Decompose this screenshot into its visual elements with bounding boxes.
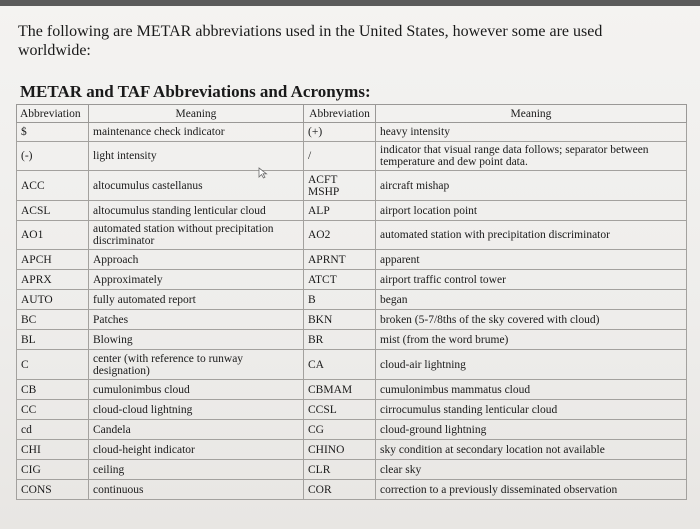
abbreviation-cell: ALP: [304, 201, 376, 221]
abbreviation-cell: COR: [304, 480, 376, 500]
table-row: [17, 420, 687, 440]
abbreviation-cell: BKN: [304, 310, 376, 330]
abbreviation-cell: AO1: [17, 221, 89, 250]
header-meaning-1: Meaning: [89, 105, 304, 123]
meaning-cell: cumulonimbus mammatus cloud: [376, 380, 687, 400]
abbreviation-cell: BL: [17, 330, 89, 350]
table-row: [17, 440, 687, 460]
table-row: [17, 142, 687, 171]
meaning-cell: cloud-height indicator: [89, 440, 304, 460]
intro-text: The following are METAR abbreviations used in the United States, however some are used worldwide:: [18, 23, 603, 59]
abbreviation-cell: AO2: [304, 221, 376, 250]
abbreviation-cell: (-): [17, 142, 89, 171]
abbreviation-cell: CHINO: [304, 440, 376, 460]
meaning-cell: apparent: [376, 250, 687, 270]
meaning-cell: Approximately: [89, 270, 304, 290]
abbreviation-cell: ACFT MSHP: [304, 171, 376, 201]
abbreviation-cell: CG: [304, 420, 376, 440]
meaning-cell: began: [376, 290, 687, 310]
abbreviation-cell: BR: [304, 330, 376, 350]
abbreviation-cell: CONS: [17, 480, 89, 500]
abbreviation-cell: CCSL: [304, 400, 376, 420]
meaning-cell: cloud-air lightning: [376, 350, 687, 380]
table-row: [17, 123, 687, 142]
abbreviations-table: [16, 104, 687, 500]
abbreviation-cell: APRX: [17, 270, 89, 290]
meaning-cell: maintenance check indicator: [89, 123, 304, 142]
table-row: [17, 290, 687, 310]
abbreviation-cell: CA: [304, 350, 376, 380]
table-row: [17, 480, 687, 500]
abbreviation-cell: cd: [17, 420, 89, 440]
meaning-cell: Blowing: [89, 330, 304, 350]
meaning-cell: airport traffic control tower: [376, 270, 687, 290]
table-row: [17, 350, 687, 380]
meaning-cell: mist (from the word brume): [376, 330, 687, 350]
meaning-cell: center (with reference to runway designation): [89, 350, 304, 380]
abbreviation-cell: /: [304, 142, 376, 171]
table-row: [17, 171, 687, 201]
meaning-cell: Approach: [89, 250, 304, 270]
abbreviation-cell: $: [17, 123, 89, 142]
table-row: [17, 400, 687, 420]
abbreviation-cell: APCH: [17, 250, 89, 270]
table-row: [17, 221, 687, 250]
meaning-cell: altocumulus castellanus: [89, 171, 304, 201]
abbreviation-cell: (+): [304, 123, 376, 142]
abbreviation-cell: CB: [17, 380, 89, 400]
header-abbreviation-2: Abbreviation: [304, 105, 376, 123]
meaning-cell: aircraft mishap: [376, 171, 687, 201]
meaning-cell: automated station without precipitation discriminator: [89, 221, 304, 250]
meaning-cell: ceiling: [89, 460, 304, 480]
header-abbreviation-1: Abbreviation: [17, 105, 89, 123]
meaning-cell: sky condition at secondary location not available: [376, 440, 687, 460]
table-heading: METAR and TAF Abbreviations and Acronyms:: [20, 82, 371, 101]
abbreviation-cell: B: [304, 290, 376, 310]
table-row: [17, 201, 687, 221]
header-meaning-2: Meaning: [376, 105, 687, 123]
meaning-cell: continuous: [89, 480, 304, 500]
meaning-cell: cloud-cloud lightning: [89, 400, 304, 420]
meaning-cell: clear sky: [376, 460, 687, 480]
meaning-cell: Candela: [89, 420, 304, 440]
abbreviation-cell: C: [17, 350, 89, 380]
meaning-cell: cirrocumulus standing lenticular cloud: [376, 400, 687, 420]
table-row: [17, 270, 687, 290]
table-row: [17, 330, 687, 350]
table-row: [17, 380, 687, 400]
table-row: [17, 310, 687, 330]
meaning-cell: heavy intensity: [376, 123, 687, 142]
abbreviation-cell: ATCT: [304, 270, 376, 290]
abbreviation-cell: CIG: [17, 460, 89, 480]
abbreviation-cell: CHI: [17, 440, 89, 460]
meaning-cell: light intensity: [89, 142, 304, 171]
abbreviation-cell: BC: [17, 310, 89, 330]
abbreviation-cell: APRNT: [304, 250, 376, 270]
meaning-cell: indicator that visual range data follows; separator between temperature and dew point data.: [376, 142, 687, 171]
table-row: [17, 250, 687, 270]
meaning-cell: correction to a previously disseminated observation: [376, 480, 687, 500]
meaning-cell: cumulonimbus cloud: [89, 380, 304, 400]
meaning-cell: fully automated report: [89, 290, 304, 310]
abbreviation-cell: CBMAM: [304, 380, 376, 400]
meaning-cell: automated station with precipitation discriminator: [376, 221, 687, 250]
abbreviation-cell: ACSL: [17, 201, 89, 221]
abbreviation-cell: CLR: [304, 460, 376, 480]
meaning-cell: airport location point: [376, 201, 687, 221]
top-edge-bar: [0, 0, 700, 6]
table-row: [17, 460, 687, 480]
meaning-cell: Patches: [89, 310, 304, 330]
mouse-cursor-icon: [258, 167, 268, 179]
abbreviation-cell: CC: [17, 400, 89, 420]
abbreviation-cell: ACC: [17, 171, 89, 201]
table-header-row: [17, 105, 687, 123]
meaning-cell: altocumulus standing lenticular cloud: [89, 201, 304, 221]
meaning-cell: cloud-ground lightning: [376, 420, 687, 440]
abbreviation-cell: AUTO: [17, 290, 89, 310]
meaning-cell: broken (5-7/8ths of the sky covered with cloud): [376, 310, 687, 330]
